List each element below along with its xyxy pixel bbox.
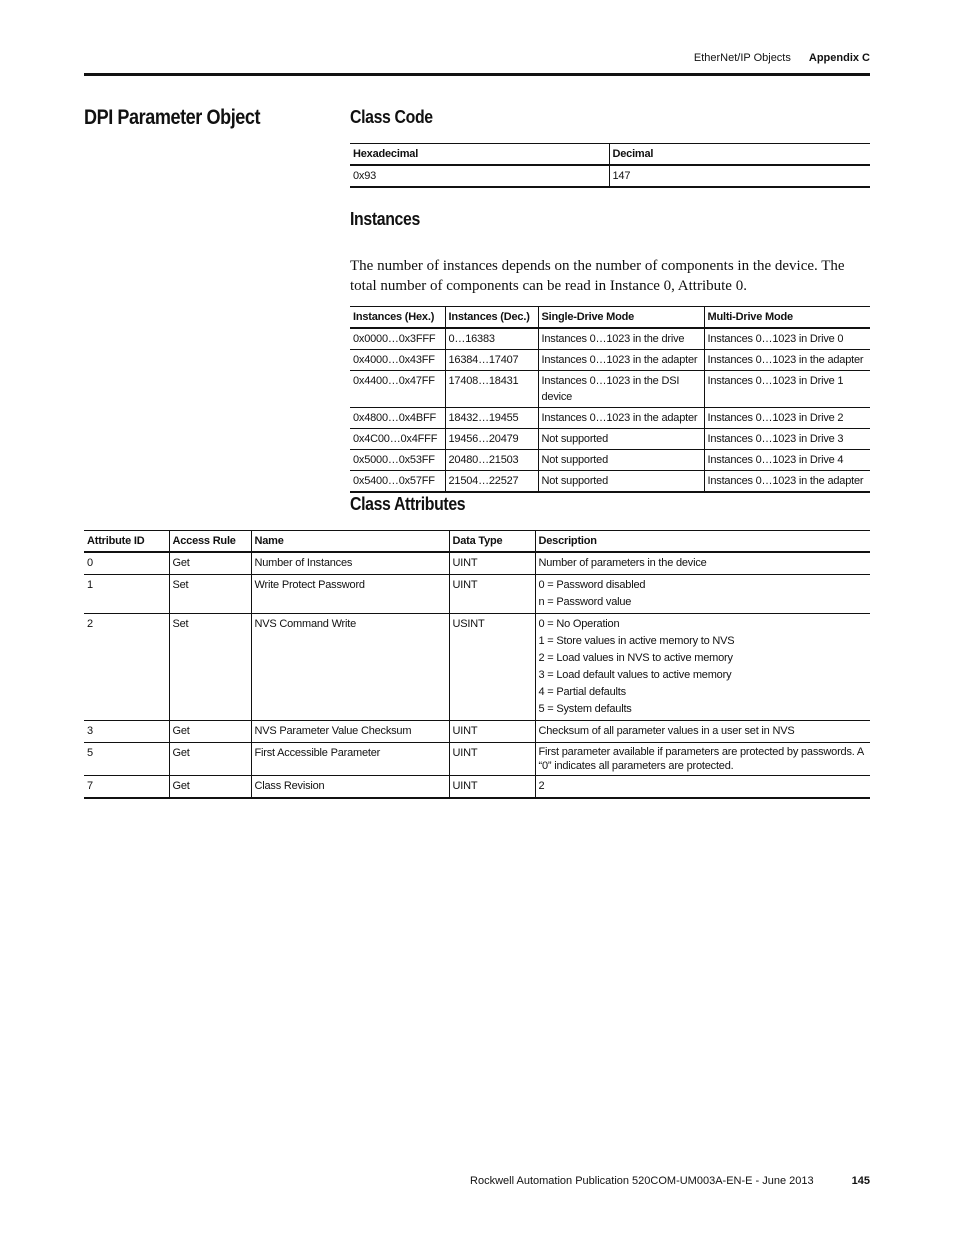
table-cell: Not supported <box>538 471 704 493</box>
instances-paragraph: The number of instances depends on the number of components in the device. The total number of components can be read in Instance 0, Attribute 0. <box>350 258 845 294</box>
table-cell: 0x5000…0x53FF <box>350 450 445 471</box>
class-code-table <box>350 143 870 188</box>
description-line: 5 = System defaults <box>538 703 632 715</box>
description-line: 2 = Load values in NVS to active memory <box>538 652 733 664</box>
table-header-row <box>84 531 870 553</box>
table-cell: Instances 0…1023 in the drive <box>538 328 704 350</box>
column-header: Description <box>535 531 870 553</box>
description-cell <box>535 552 870 575</box>
table-cell: 0…16383 <box>445 328 538 350</box>
description-line: 0 = No Operation <box>538 618 620 630</box>
table-cell: Instances 0…1023 in Drive 0 <box>704 328 870 350</box>
access-rule-cell: Set <box>169 575 251 614</box>
description-line: Checksum of all parameter values in a user set in NVS <box>538 725 795 737</box>
running-header <box>84 52 870 72</box>
header-appendix: Appendix C <box>808 52 870 64</box>
table-row <box>350 429 870 450</box>
access-rule-cell: Set <box>169 614 251 721</box>
name-cell: Number of Instances <box>251 552 449 575</box>
name-cell: First Accessible Parameter <box>251 743 449 776</box>
data-type-cell: UINT <box>449 721 535 743</box>
table-cell: 21504…22527 <box>445 471 538 493</box>
data-type-cell: UINT <box>449 776 535 799</box>
table-header-row <box>350 144 870 166</box>
name-cell: NVS Command Write <box>251 614 449 721</box>
hex-cell: 0x93 <box>350 165 609 187</box>
page-number: 145 <box>851 1175 870 1187</box>
publication-info: Rockwell Automation Publication 520COM-UM003A-EN-E - June 2013 <box>470 1175 814 1187</box>
column-header: Hexadecimal <box>350 144 609 166</box>
table-cell: Instances 0…1023 in the adapter <box>704 471 870 493</box>
table-cell: 0x4400…0x47FF <box>350 371 445 408</box>
table-cell: 16384…17407 <box>445 350 538 371</box>
attribute-id-cell: 2 <box>84 614 169 721</box>
description-cell <box>535 575 870 614</box>
table-cell: Not supported <box>538 450 704 471</box>
attribute-id-cell: 0 <box>84 552 169 575</box>
data-type-cell: UINT <box>449 743 535 776</box>
description-cell <box>535 743 870 776</box>
header-rule <box>84 73 870 76</box>
column-header: Instances (Hex.) <box>350 307 445 329</box>
table-cell: Instances 0…1023 in the adapter <box>538 408 704 429</box>
table-row <box>350 450 870 471</box>
name-cell: Write Protect Password <box>251 575 449 614</box>
access-rule-cell: Get <box>169 776 251 799</box>
table-row <box>350 350 870 371</box>
description-cell <box>535 776 870 799</box>
attribute-id-cell: 5 <box>84 743 169 776</box>
table-cell: Instances 0…1023 in the adapter <box>704 350 870 371</box>
data-type-cell: USINT <box>449 614 535 721</box>
column-header: Name <box>251 531 449 553</box>
table-cell: 0x5400…0x57FF <box>350 471 445 493</box>
description-line: 0 = Password disabled <box>538 579 646 591</box>
page-title: DPI Parameter Object <box>84 106 261 129</box>
description-line: 4 = Partial defaults <box>538 686 626 698</box>
column-header: Access Rule <box>169 531 251 553</box>
description-cell <box>535 721 870 743</box>
table-cell: Instances 0…1023 in Drive 4 <box>704 450 870 471</box>
access-rule-cell: Get <box>169 552 251 575</box>
table-row <box>350 328 870 350</box>
class-attributes-table <box>84 530 870 799</box>
description-line: n = Password value <box>538 596 632 608</box>
table-cell: 0x4800…0x4BFF <box>350 408 445 429</box>
table-row <box>350 165 870 187</box>
instances-heading: Instances <box>350 209 420 229</box>
table-row <box>350 408 870 429</box>
table-cell: 19456…20479 <box>445 429 538 450</box>
column-header: Decimal <box>609 144 870 166</box>
description-line: First parameter available if parameters are protected by passwords. A “0” indicates all parameters are protected. <box>538 746 864 772</box>
decimal-cell: 147 <box>609 165 870 187</box>
column-header: Multi-Drive Mode <box>704 307 870 329</box>
table-cell: 18432…19455 <box>445 408 538 429</box>
table-row <box>84 614 870 721</box>
column-header: Instances (Dec.) <box>445 307 538 329</box>
table-cell: Instances 0…1023 in the DSI device <box>538 371 704 408</box>
page-footer <box>84 1175 870 1187</box>
table-row <box>84 721 870 743</box>
table-row <box>350 371 870 408</box>
instances-table <box>350 306 870 493</box>
attribute-id-cell: 7 <box>84 776 169 799</box>
column-header: Single-Drive Mode <box>538 307 704 329</box>
column-header: Attribute ID <box>84 531 169 553</box>
table-row <box>350 471 870 493</box>
class-attributes-heading: Class Attributes <box>350 494 466 514</box>
class-code-heading: Class Code <box>350 107 433 127</box>
description-line: 1 = Store values in active memory to NVS <box>538 635 735 647</box>
description-line: 2 <box>538 780 545 792</box>
column-header: Data Type <box>449 531 535 553</box>
table-row <box>84 552 870 575</box>
table-row <box>84 743 870 776</box>
attribute-id-cell: 1 <box>84 575 169 614</box>
access-rule-cell: Get <box>169 743 251 776</box>
table-cell: Instances 0…1023 in Drive 2 <box>704 408 870 429</box>
description-line: Number of parameters in the device <box>538 557 707 569</box>
table-header-row <box>350 307 870 329</box>
table-cell: 0x4000…0x43FF <box>350 350 445 371</box>
table-cell: Instances 0…1023 in the adapter <box>538 350 704 371</box>
access-rule-cell: Get <box>169 721 251 743</box>
description-cell <box>535 614 870 721</box>
table-cell: 17408…18431 <box>445 371 538 408</box>
name-cell: NVS Parameter Value Checksum <box>251 721 449 743</box>
table-cell: Instances 0…1023 in Drive 1 <box>704 371 870 408</box>
name-cell: Class Revision <box>251 776 449 799</box>
data-type-cell: UINT <box>449 575 535 614</box>
header-section: EtherNet/IP Objects <box>693 52 791 64</box>
table-cell: Not supported <box>538 429 704 450</box>
attribute-id-cell: 3 <box>84 721 169 743</box>
table-row <box>84 575 870 614</box>
table-row <box>84 776 870 799</box>
description-line: 3 = Load default values to active memory <box>538 669 732 681</box>
table-cell: 0x4C00…0x4FFF <box>350 429 445 450</box>
data-type-cell: UINT <box>449 552 535 575</box>
table-cell: Instances 0…1023 in Drive 3 <box>704 429 870 450</box>
table-cell: 0x0000…0x3FFF <box>350 328 445 350</box>
table-cell: 20480…21503 <box>445 450 538 471</box>
